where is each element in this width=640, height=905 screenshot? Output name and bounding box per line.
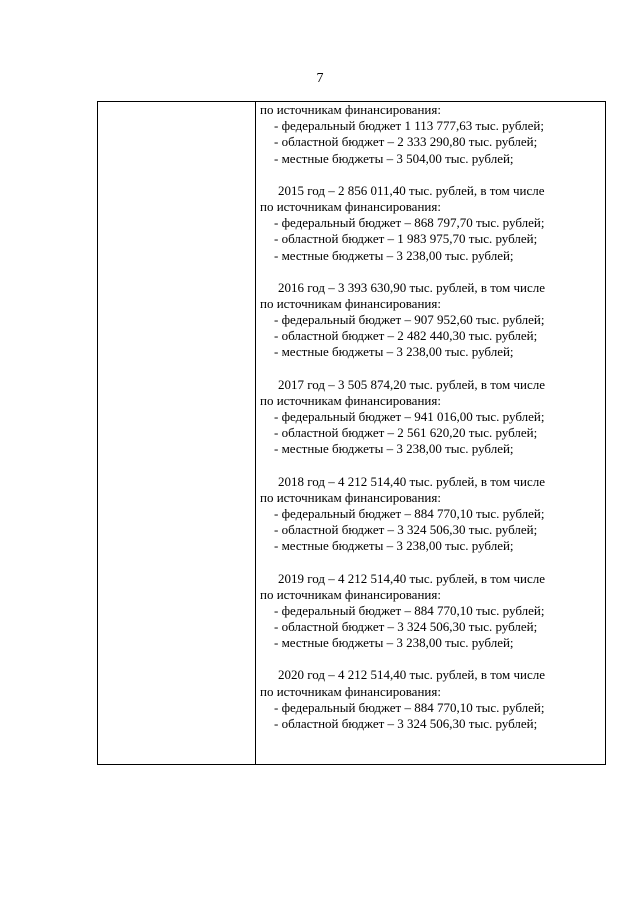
budget-source-item: - областной бюджет – 3 324 506,30 тыс. рублей; (274, 619, 538, 635)
budget-source-item: - федеральный бюджет – 884 770,10 тыс. рублей; (274, 602, 545, 618)
table (97, 101, 606, 765)
budget-source-item: - федеральный бюджет 1 113 777,63 тыс. рублей; (274, 118, 544, 134)
budget-source-item: - федеральный бюджет – 884 770,10 тыс. рублей; (274, 505, 545, 521)
funding-sources-label: по источникам финансирования: (260, 198, 441, 214)
budget-source-item: - областной бюджет – 1 983 975,70 тыс. рублей; (274, 231, 538, 247)
year-total-line: 2018 год – 4 212 514,40 тыс. рублей, в том числе (278, 473, 545, 489)
column-divider (255, 102, 256, 764)
budget-source-item: - местные бюджеты – 3 238,00 тыс. рублей; (274, 538, 514, 554)
budget-source-item: - местные бюджеты – 3 238,00 тыс. рублей; (274, 344, 514, 360)
funding-sources-label: по источникам финансирования: (260, 586, 441, 602)
year-total-line: 2019 год – 4 212 514,40 тыс. рублей, в том числе (278, 570, 545, 586)
budget-source-item: - областной бюджет – 2 561 620,20 тыс. рублей; (274, 425, 538, 441)
funding-block (260, 474, 605, 555)
budget-source-item: - областной бюджет – 2 482 440,30 тыс. рублей; (274, 328, 538, 344)
budget-source-item: - областной бюджет – 3 324 506,30 тыс. рублей; (274, 522, 538, 538)
year-total-line: 2015 год – 2 856 011,40 тыс. рублей, в том числе (278, 182, 545, 198)
funding-sources-label: по источникам финансирования: (260, 489, 441, 505)
funding-cell (260, 102, 605, 732)
funding-sources-label: по источникам финансирования: (260, 683, 441, 699)
funding-block (260, 377, 605, 458)
funding-block (260, 183, 605, 264)
year-total-line: 2017 год – 3 505 874,20 тыс. рублей, в том числе (278, 376, 545, 392)
budget-source-item: - местные бюджеты – 3 238,00 тыс. рублей; (274, 635, 514, 651)
budget-source-item: - федеральный бюджет – 884 770,10 тыс. рублей; (274, 699, 545, 715)
budget-source-item: - федеральный бюджет – 907 952,60 тыс. рублей; (274, 312, 545, 328)
funding-sources-label: по источникам финансирования: (260, 295, 441, 311)
budget-source-item: - областной бюджет – 3 324 506,30 тыс. рублей; (274, 716, 538, 731)
page-number: 7 (316, 71, 324, 86)
budget-source-item: - местные бюджеты – 3 238,00 тыс. рублей; (274, 247, 514, 263)
funding-block (260, 667, 605, 732)
budget-source-item: - федеральный бюджет – 941 016,00 тыс. рублей; (274, 409, 545, 424)
budget-source-item: - местные бюджеты – 3 238,00 тыс. рублей; (274, 441, 514, 457)
funding-block (260, 571, 605, 652)
year-total-line: 2016 год – 3 393 630,90 тыс. рублей, в том числе (278, 279, 545, 295)
year-total-line: 2020 год – 4 212 514,40 тыс. рублей, в том числе (278, 667, 545, 683)
funding-block (260, 102, 605, 167)
budget-source-item: - местные бюджеты – 3 504,00 тыс. рублей; (274, 150, 514, 166)
funding-sources-label: по источникам финансирования: (260, 392, 441, 408)
budget-source-item: - областной бюджет – 2 333 290,80 тыс. рублей; (274, 134, 538, 150)
funding-block (260, 280, 605, 361)
funding-sources-label: по источникам финансирования: (260, 102, 441, 117)
budget-source-item: - федеральный бюджет – 868 797,70 тыс. рублей; (274, 215, 545, 231)
